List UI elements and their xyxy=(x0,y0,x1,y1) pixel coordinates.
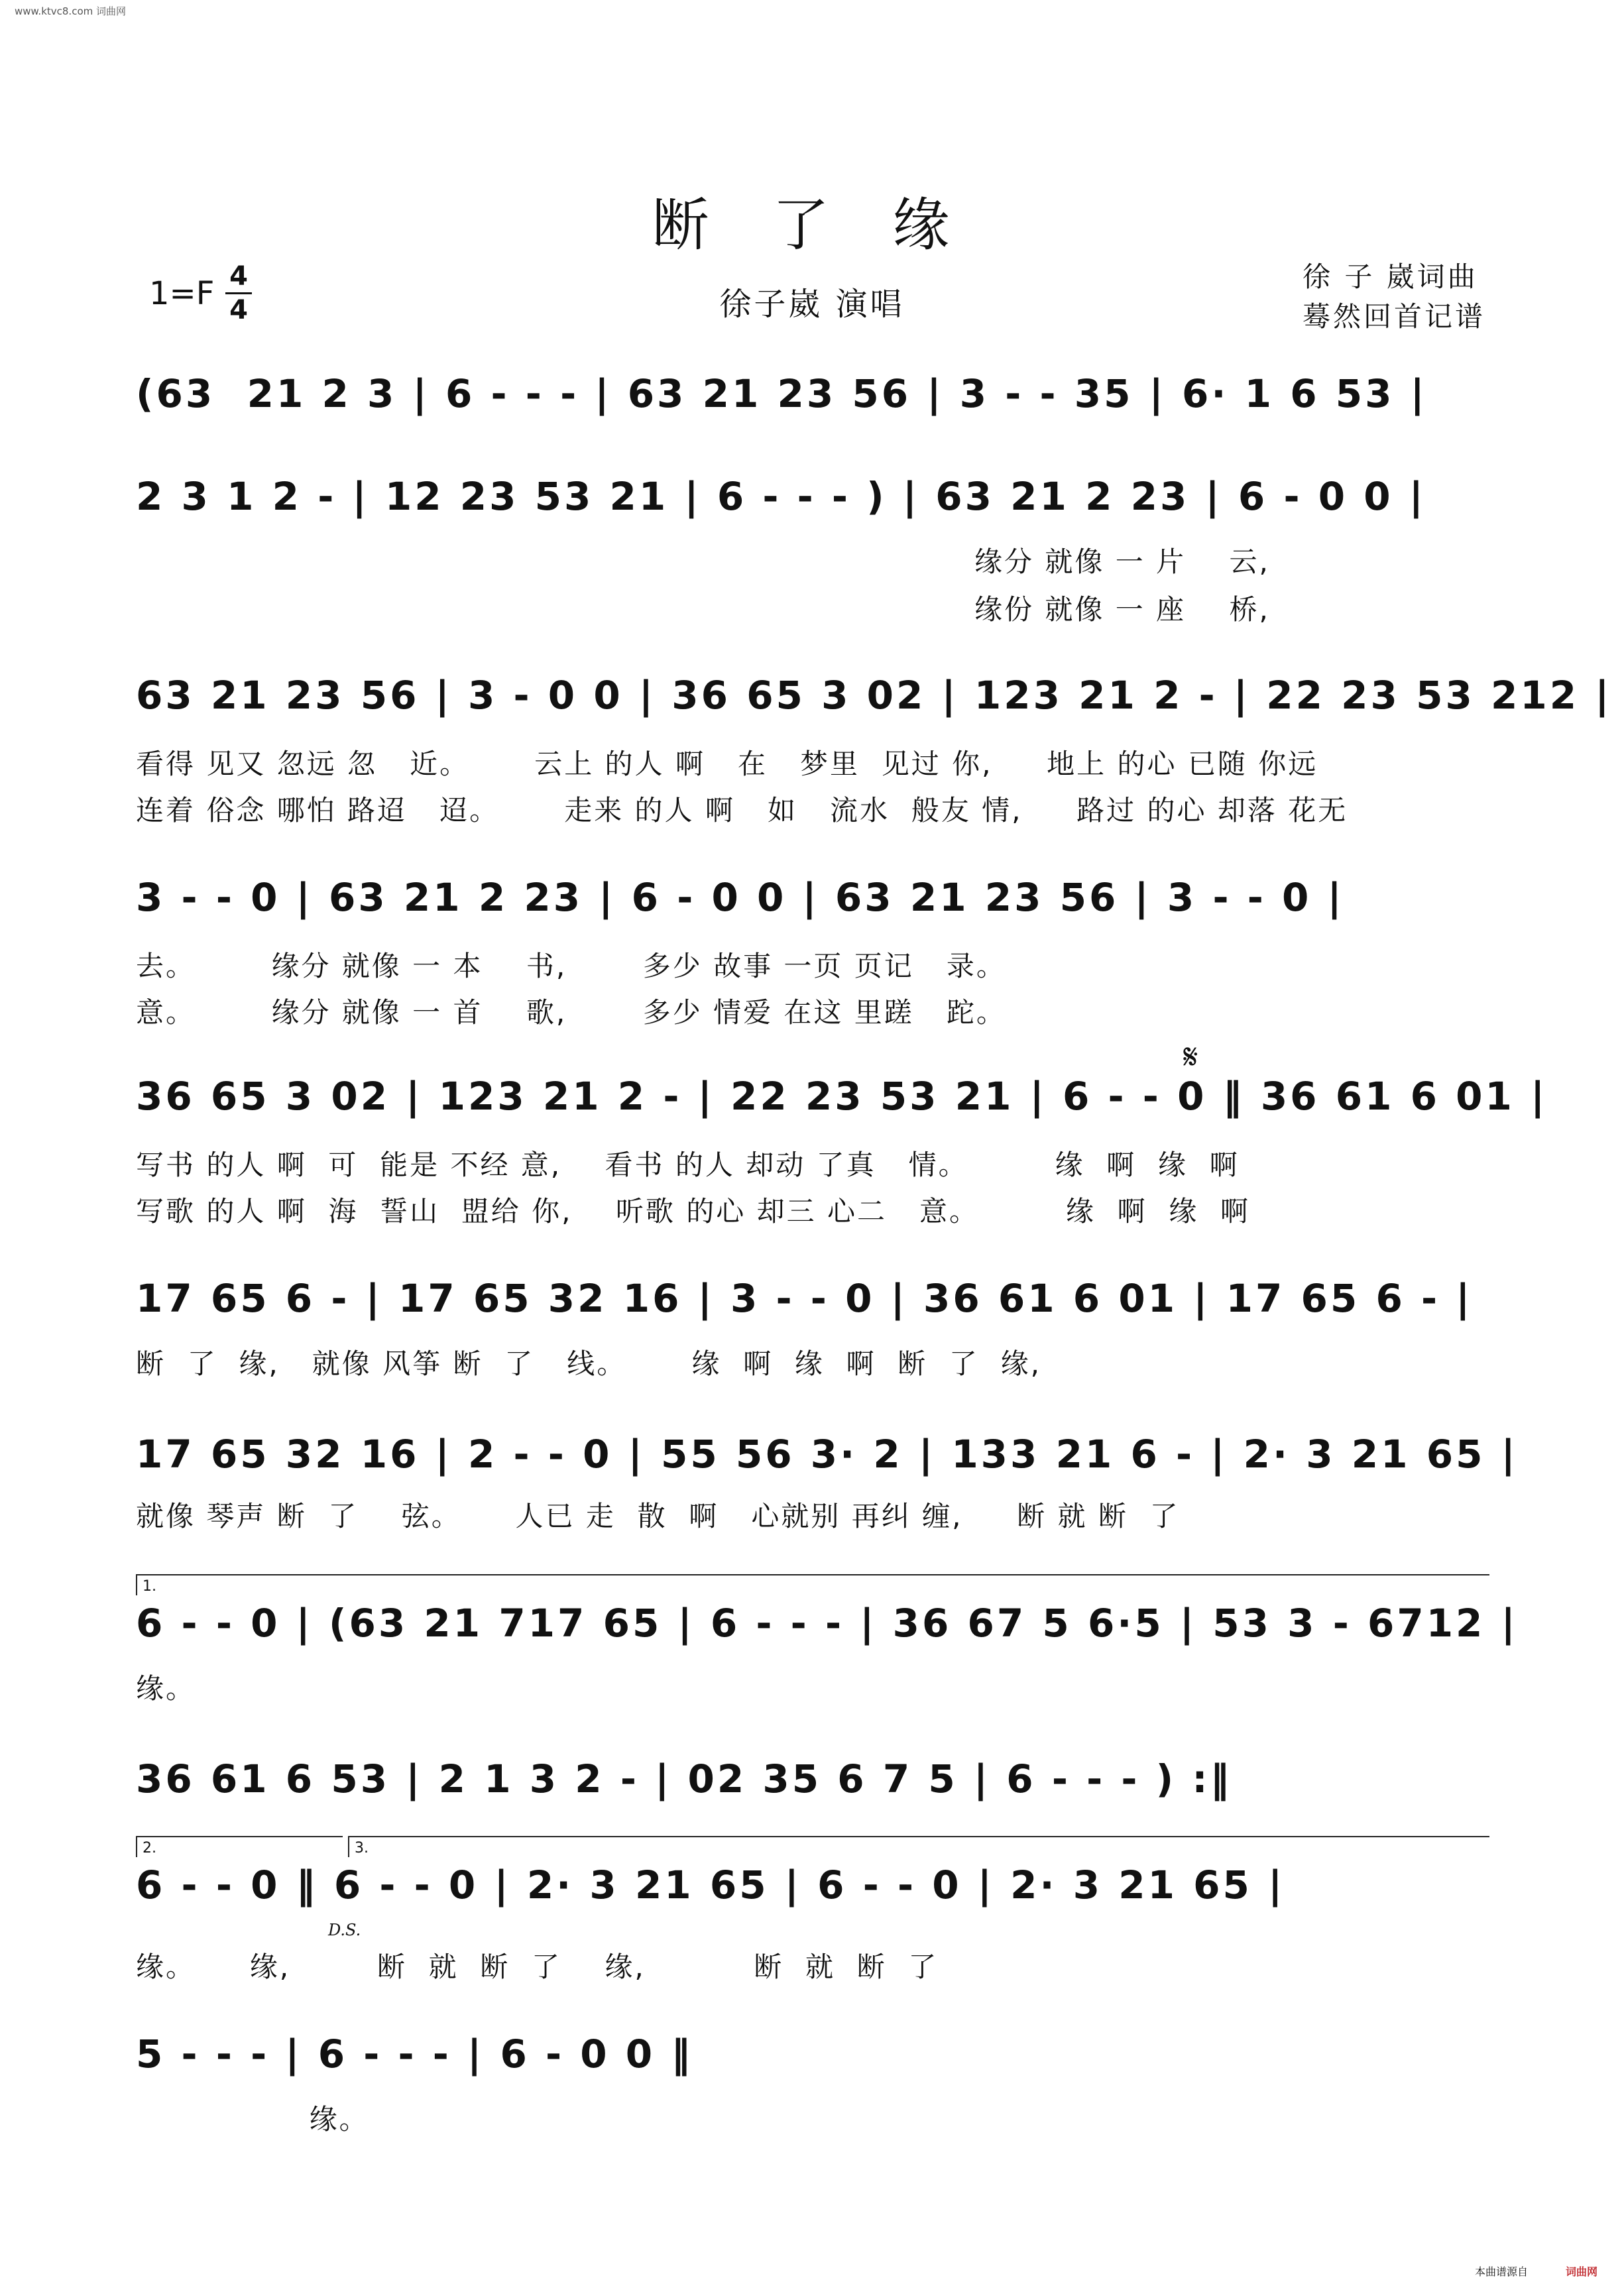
lyric-line-4a: 去。 缘分 就像 一 本 书, 多少 故事 一页 页记 录。 xyxy=(136,950,1006,982)
lyricist-composer: 徐 子 崴词曲 xyxy=(1303,260,1478,293)
lyric-line-4b: 意。 缘分 就像 一 首 歌, 多少 情爱 在这 里蹉 跎。 xyxy=(136,996,1006,1029)
lyric-line-2b: 缘份 就像 一 座 桥, xyxy=(974,593,1270,626)
segno-sign: 𝄋 xyxy=(1183,1037,1198,1077)
score-line-9: 36 61 6 53 | 2 1 3 2 - | 02 35 6 7 5 | 6 - - - ) :‖ xyxy=(136,1756,1232,1801)
lyric-line-2a: 缘分 就像 一 片 云, xyxy=(974,545,1270,578)
score-line-2: 2 3 1 2 - | 12 23 53 21 | 6 - - - ) | 63 21 2 23 | 6 - 0 0 | xyxy=(136,474,1426,519)
lyric-line-3b: 连着 俗念 哪怕 路迢 迢。 走来 的人 啊 如 流水 般友 情, 路过 的心 却落 花无 xyxy=(136,794,1348,827)
lyric-line-11: 缘。 xyxy=(136,2103,369,2136)
score-line-8: 6 - - 0 | (63 21 717 65 | 6 - - - | 36 67 5 6·5 | 53 3 - 6712 | xyxy=(136,1601,1518,1646)
volta-3-bracket xyxy=(348,1836,1489,1857)
lyric-line-7: 就像 琴声 断 了 弦。 人已 走 散 啊 心就别 再纠 缠, 断 就 断 了 xyxy=(136,1500,1180,1532)
song-title: 断 了 缘 xyxy=(652,192,972,258)
time-sig-bottom: 4 xyxy=(229,295,248,325)
score-line-4: 3 - - 0 | 63 21 2 23 | 6 - 0 0 | 63 21 23 56 | 3 - - 0 | xyxy=(136,875,1344,920)
volta-1-label: 1. xyxy=(143,1578,156,1595)
score-line-3: 63 21 23 56 | 3 - 0 0 | 36 65 3 02 | 123 21 2 - | 22 23 53 212 | xyxy=(136,673,1612,718)
source-url: www.ktvc8.com 词曲网 xyxy=(15,5,127,17)
lyric-line-10: 缘。 缘, 断 就 断 了 缘, 断 就 断 了 xyxy=(136,1951,939,1983)
footer-note: 本曲谱源自 xyxy=(1474,2265,1528,2278)
score-line-6: 17 65 6 - | 17 65 32 16 | 3 - - 0 | 36 61 6 01 | 17 65 6 - | xyxy=(136,1276,1473,1321)
singer: 徐子崴 演唱 xyxy=(719,286,905,323)
lyric-line-3a: 看得 见又 忽远 忽 近。 云上 的人 啊 在 梦里 见过 你, 地上 的心 已随 你远 xyxy=(136,748,1318,780)
lyric-line-6: 断 了 缘, 就像 风筝 断 了 线。 缘 啊 缘 啊 断 了 缘, xyxy=(136,1347,1041,1380)
score-line-7: 17 65 32 16 | 2 - - 0 | 55 56 3· 2 | 133 21 6 - | 2· 3 21 65 | xyxy=(136,1432,1518,1477)
lyric-line-5a: 写书 的人 啊 可 能是 不经 意, 看书 的人 却动 了真 情。 缘 啊 缘 啊 xyxy=(136,1149,1240,1181)
lyric-line-8: 缘。 xyxy=(136,1672,196,1705)
score-line-11: 5 - - - | 6 - - - | 6 - 0 0 ‖ xyxy=(136,2031,693,2077)
volta-1-bracket xyxy=(136,1574,1489,1595)
ds-mark: D.S. xyxy=(328,1921,361,1939)
volta-2-label: 2. xyxy=(143,1840,156,1856)
footer-brand: 词曲网 xyxy=(1565,2265,1597,2278)
score-line-1: (63 21 2 3 | 6 - - - | 63 21 23 56 | 3 - - 35 | 6· 1 6 53 | xyxy=(136,371,1427,416)
score-line-10: 6 - - 0 ‖ 6 - - 0 | 2· 3 21 65 | 6 - - 0 | 2· 3 21 65 | xyxy=(136,1862,1285,1908)
lyric-line-5b: 写歌 的人 啊 海 誓山 盟给 你, 听歌 的心 却三 心二 意。 缘 啊 缘 啊 xyxy=(136,1195,1250,1228)
transcriber: 蓦然回首记谱 xyxy=(1303,300,1486,333)
volta-3-label: 3. xyxy=(355,1840,369,1856)
key-signature: 1=F xyxy=(149,275,215,312)
score-line-5: 36 65 3 02 | 123 21 2 - | 22 23 53 21 | 6 - - 0 ‖ 36 61 6 01 | xyxy=(136,1074,1548,1119)
time-sig-top: 4 xyxy=(229,261,248,292)
volta-2-bracket xyxy=(136,1836,343,1857)
